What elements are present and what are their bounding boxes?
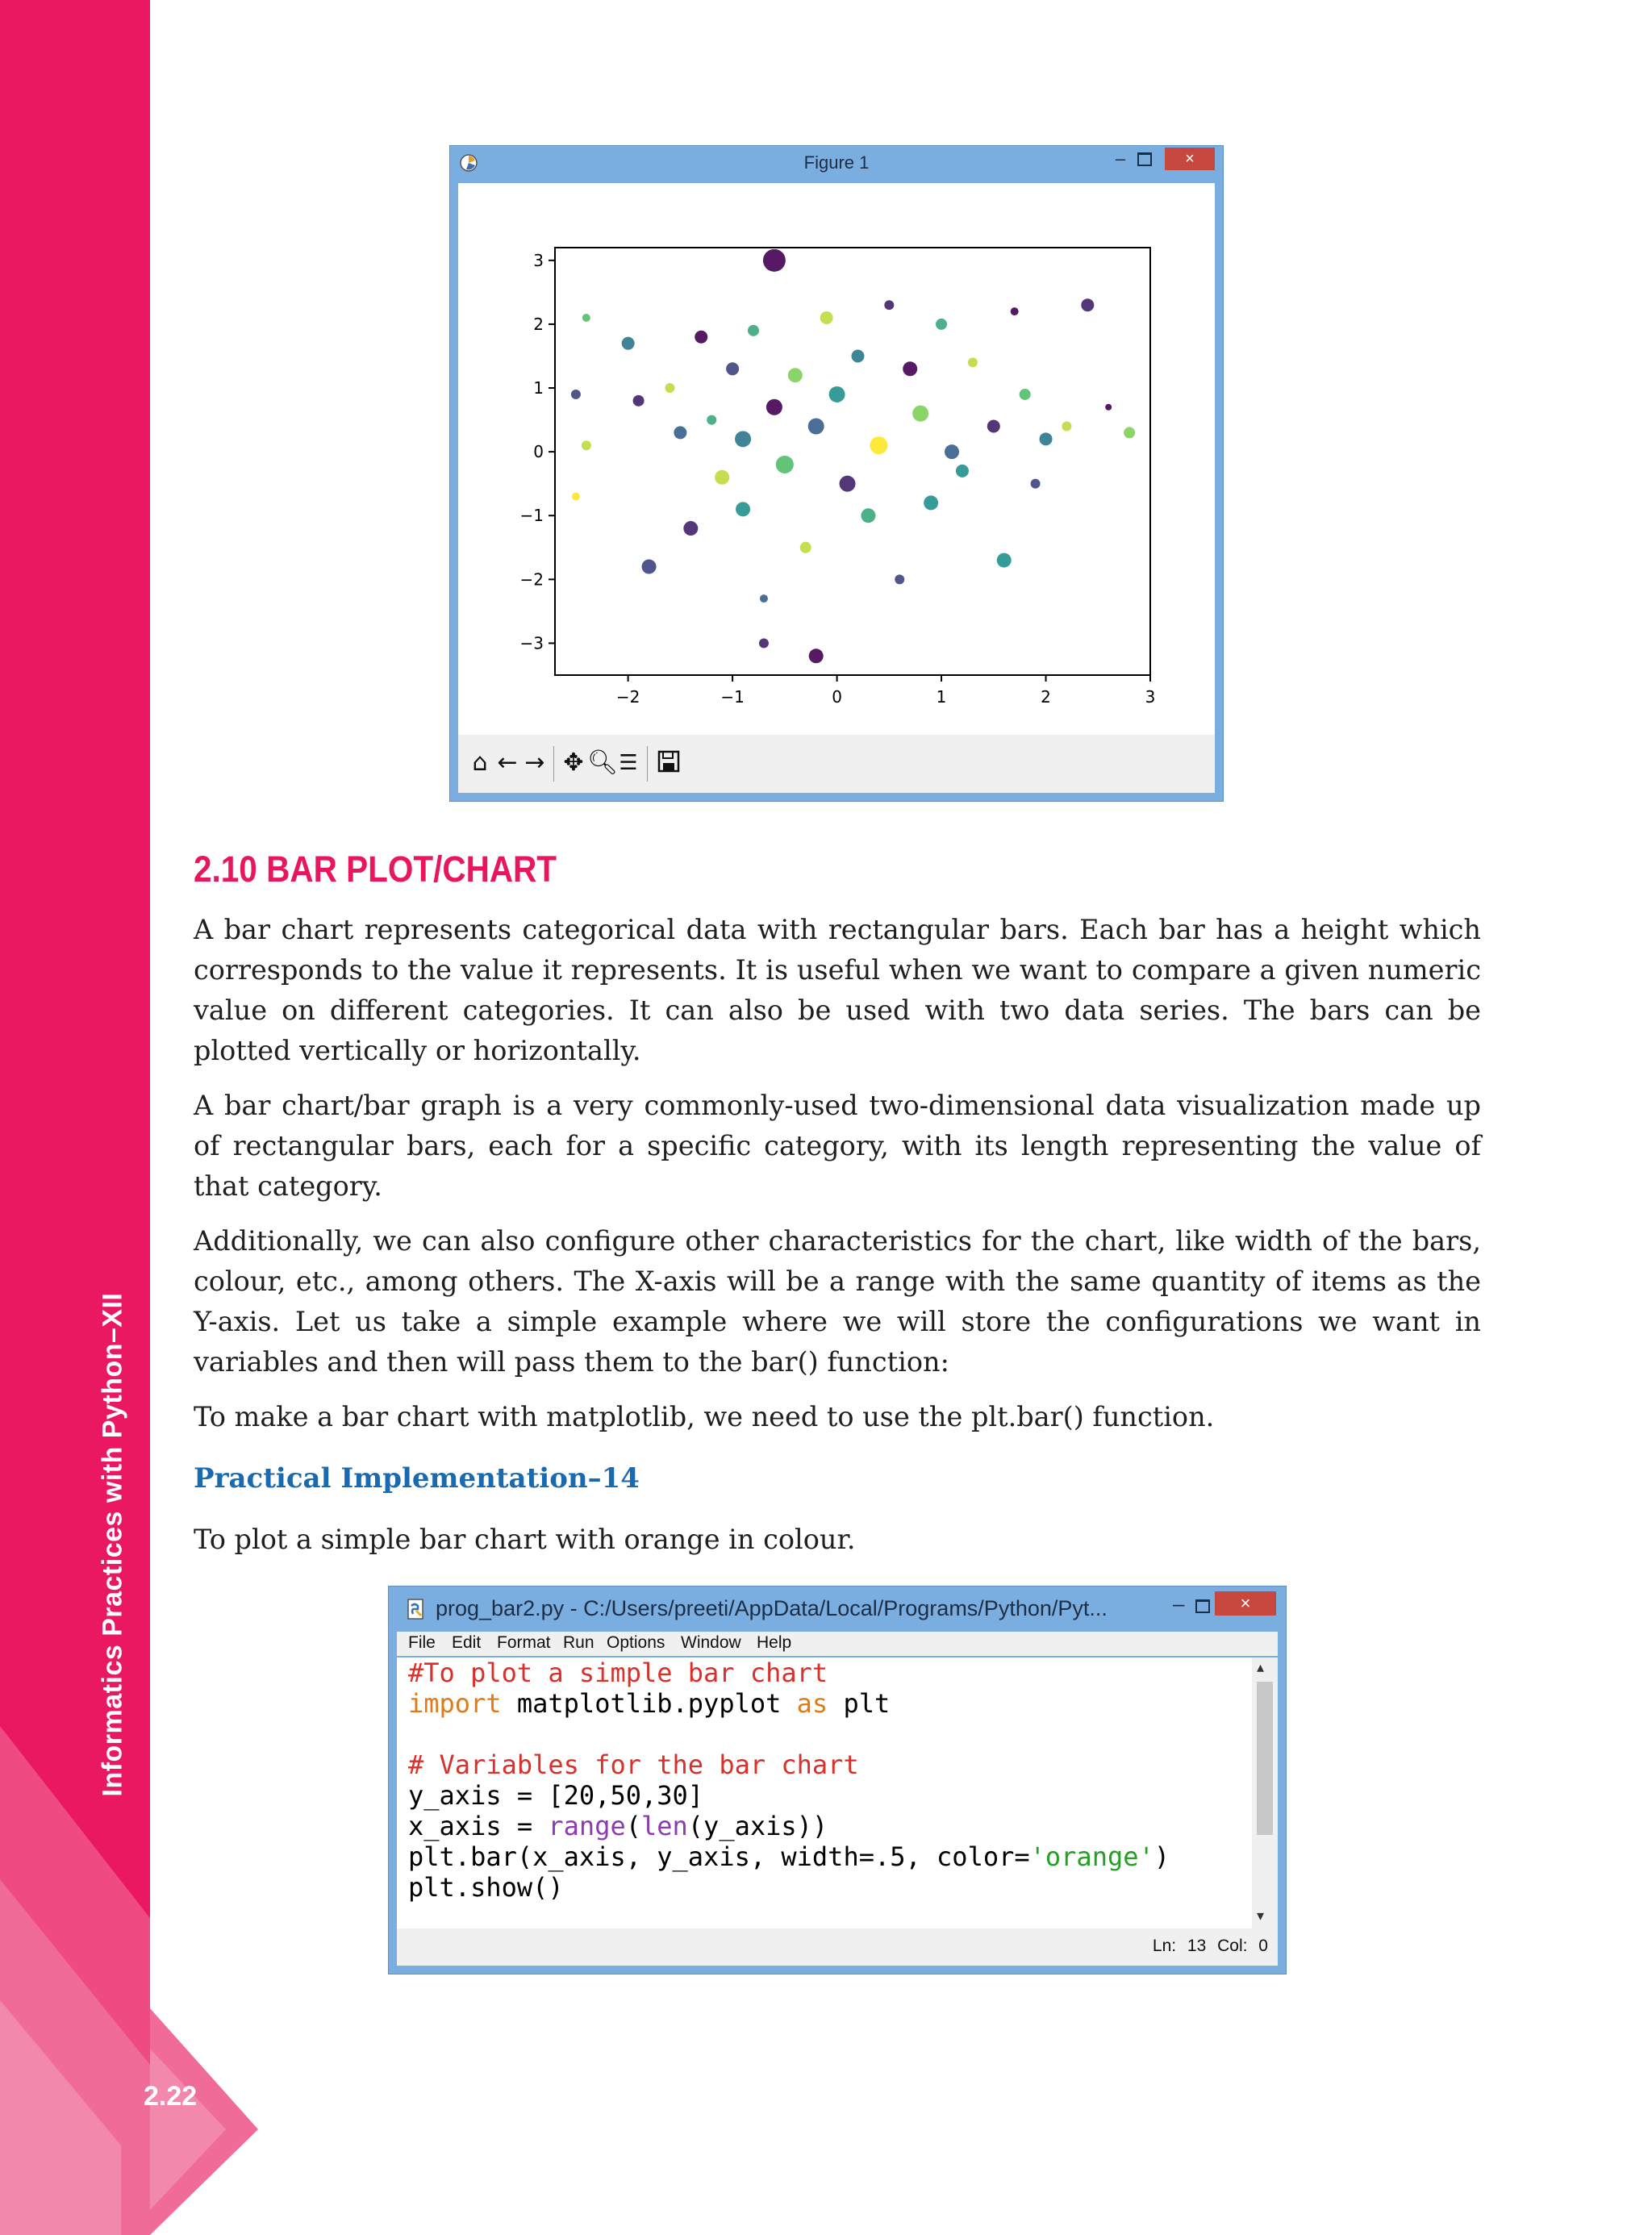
code-token: plt — [828, 1688, 891, 1719]
practical-heading: Practical Implementation–14 — [194, 1462, 640, 1495]
scatter-point — [884, 300, 894, 310]
sidebar-decoration — [0, 0, 150, 2235]
scatter-point — [571, 390, 581, 399]
close-button[interactable]: × — [1215, 1591, 1276, 1616]
save-icon[interactable] — [655, 749, 682, 777]
scatter-point — [633, 395, 645, 407]
scatter-point — [582, 314, 590, 322]
code-token: x_axis = — [408, 1811, 549, 1841]
code-line: # Variables for the bar chart — [408, 1749, 859, 1780]
menu-bar — [397, 1632, 1278, 1656]
scatter-point — [820, 311, 833, 324]
floppy-disk-icon — [657, 749, 681, 773]
scatter-point — [840, 476, 856, 492]
scatter-point — [1031, 479, 1041, 489]
keyword-import: import — [408, 1688, 502, 1719]
scatter-point — [707, 415, 716, 425]
code-line: plt.show() — [408, 1872, 564, 1903]
maximize-button[interactable] — [1195, 1599, 1210, 1613]
scatter-point — [748, 325, 759, 336]
scatter-point — [1124, 427, 1135, 438]
code-token: (y_axis)) — [687, 1811, 828, 1841]
scatter-point — [870, 436, 887, 454]
builtin-range: range — [548, 1811, 626, 1841]
scroll-thumb[interactable] — [1257, 1682, 1273, 1835]
code-editor[interactable] — [397, 1657, 1252, 1929]
code-token: matplotlib.pyplot — [501, 1688, 797, 1719]
scatter-point — [987, 419, 1000, 432]
figure-toolbar — [458, 735, 1215, 793]
scatter-point — [736, 502, 750, 516]
plot-area — [555, 248, 1150, 675]
sidebar — [0, 0, 150, 2235]
keyword-as: as — [796, 1688, 828, 1719]
scatter-point — [912, 406, 928, 422]
scatter-point — [924, 495, 938, 510]
x-tick-label: −2 — [615, 687, 640, 707]
code-token: ) — [1153, 1841, 1170, 1872]
back-arrow-icon[interactable]: ← — [497, 748, 518, 777]
toolbar-separator — [553, 746, 554, 782]
menu-file[interactable]: File — [408, 1633, 436, 1652]
scatter-point — [763, 249, 786, 272]
menu-format[interactable]: Format — [497, 1633, 551, 1652]
editor-window — [388, 1586, 1287, 1974]
minimize-button[interactable]: – — [1115, 148, 1126, 169]
y-tick-label: −3 — [519, 633, 544, 653]
configure-subplots-icon[interactable]: ☰ — [619, 751, 638, 775]
scatter-point — [760, 594, 768, 603]
scatter-point — [1020, 389, 1031, 400]
menu-edit[interactable]: Edit — [452, 1633, 482, 1652]
string-literal: 'orange' — [1029, 1841, 1154, 1872]
figure-window — [449, 145, 1224, 802]
scatter-point — [788, 368, 803, 382]
vertical-scrollbar[interactable] — [1252, 1657, 1278, 1929]
minimize-button[interactable]: – — [1173, 1591, 1185, 1616]
scatter-point — [945, 444, 959, 459]
scatter-point — [1105, 404, 1112, 411]
menu-run[interactable]: Run — [563, 1633, 594, 1652]
scatter-point — [800, 542, 811, 553]
scroll-down-icon[interactable]: ▾ — [1257, 1908, 1265, 1924]
cursor-position: Ln: 13 Col: 0 — [1152, 1937, 1268, 1955]
scatter-point — [997, 553, 1012, 568]
status-bar — [397, 1929, 1278, 1966]
y-tick-label: 2 — [533, 314, 544, 334]
menu-window[interactable]: Window — [681, 1633, 741, 1652]
scatter-point — [582, 440, 591, 450]
x-tick-label: −1 — [720, 687, 745, 707]
code-line: y_axis = [20,50,30] — [408, 1780, 704, 1811]
scatter-point — [1062, 421, 1071, 431]
x-tick-label: 0 — [832, 687, 842, 707]
pan-icon[interactable]: ✥ — [563, 748, 584, 777]
paragraph-4: To make a bar chart with matplotlib, we need to use the plt.bar() function. — [194, 1401, 1215, 1432]
toolbar-separator — [647, 746, 648, 782]
scatter-point — [968, 357, 978, 367]
section-heading: 2.10 BAR PLOT/CHART — [194, 849, 557, 890]
figure-title: Figure 1 — [803, 152, 870, 173]
x-tick-label: 1 — [936, 687, 947, 707]
x-tick-label: 3 — [1145, 687, 1156, 707]
scatter-point — [861, 508, 875, 523]
paragraph-3: Additionally, we can also configure other characteristics for the chart, like width of the bars, colour, etc., among others. The X-axis will be a range with the same quantity of items as the Y-axis. Let us take a simple example where we will store the configurations we want in variables and then will pass them to the bar() function: — [194, 1225, 1481, 1378]
y-tick-label: 0 — [533, 442, 544, 462]
code-token: ( — [625, 1811, 641, 1841]
scatter-point — [1081, 298, 1094, 311]
figure-titlebar — [450, 146, 1223, 183]
maximize-button[interactable] — [1137, 152, 1152, 166]
scatter-point — [1011, 307, 1019, 315]
corner-decoration — [0, 1936, 266, 2235]
paragraph-1: A bar chart represents categorical data with rectangular bars. Each bar has a height which corresponds to the value it represents. It is useful when we want to compare a given numeric value on different categories. It can also be used with two data series. The bars can be plotted vertically or horizontally. — [194, 914, 1481, 1066]
scatter-point — [903, 361, 917, 376]
scatter-point — [642, 560, 657, 574]
scatter-point — [956, 465, 969, 477]
y-tick-label: 3 — [533, 250, 544, 270]
code-line — [408, 1688, 890, 1719]
scatter-point — [808, 418, 824, 434]
y-tick-label: −2 — [519, 569, 544, 590]
scroll-up-icon[interactable]: ▴ — [1257, 1659, 1265, 1676]
scatter-point — [665, 383, 674, 393]
scatter-point — [809, 648, 824, 663]
paragraph-2: A bar chart/bar graph is a very commonly-used two-dimensional data visualization made up of rectangular bars, each for a specific category, with its length representing the value of that category. — [194, 1090, 1481, 1202]
code-token: plt.bar(x_axis, y_axis, width=.5, color= — [408, 1841, 1030, 1872]
scatter-point — [674, 426, 686, 439]
scatter-point — [829, 386, 845, 402]
home-icon[interactable]: ⌂ — [472, 748, 488, 777]
menu-help[interactable]: Help — [757, 1633, 792, 1652]
figure-canvas — [458, 183, 1215, 735]
scatter-point — [1040, 432, 1053, 445]
editor-title: prog_bar2.py - C:/Users/preeti/AppData/Local/Programs/Python/Pyt... — [436, 1596, 1108, 1620]
code-line: #To plot a simple bar chart — [408, 1657, 828, 1688]
scatter-point — [695, 331, 707, 344]
scatter-point — [895, 574, 904, 584]
zoom-icon[interactable]: 🔍︎ — [587, 748, 619, 777]
scatter-point — [726, 362, 739, 375]
book-title: Informatics Practices with Python–XII — [97, 1292, 128, 1797]
close-button[interactable]: × — [1165, 148, 1215, 170]
menu-options[interactable]: Options — [607, 1633, 665, 1652]
y-tick-label: 1 — [533, 378, 544, 398]
code-line — [408, 1811, 828, 1841]
code-line — [408, 1841, 1170, 1872]
scatter-point — [766, 399, 782, 415]
scatter-chart — [458, 183, 1215, 735]
y-tick-label: −1 — [519, 506, 544, 526]
scatter-point — [735, 431, 751, 447]
scatter-point — [683, 521, 698, 536]
scatter-point — [622, 337, 635, 350]
python-file-icon — [405, 1598, 428, 1620]
forward-arrow-icon[interactable]: → — [524, 748, 545, 777]
builtin-len: len — [640, 1811, 688, 1841]
practical-description: To plot a simple bar chart with orange in colour. — [194, 1524, 856, 1555]
scatter-point — [759, 638, 769, 648]
scatter-point — [572, 493, 580, 501]
scatter-point — [715, 470, 729, 485]
page-number: 2.22 — [144, 2081, 198, 2112]
scatter-point — [851, 349, 864, 362]
x-tick-label: 2 — [1041, 687, 1051, 707]
scatter-point — [936, 319, 947, 330]
scatter-point — [776, 456, 794, 473]
